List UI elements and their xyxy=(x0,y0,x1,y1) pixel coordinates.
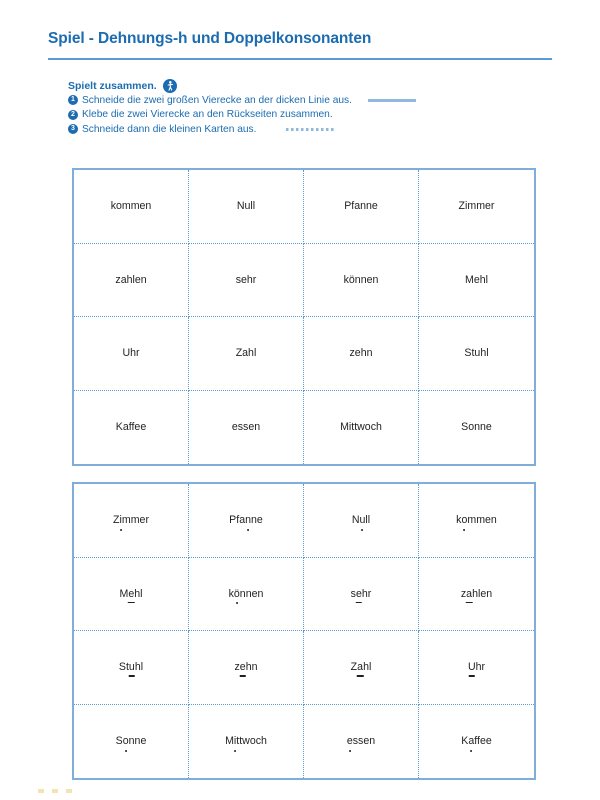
vowel-bar-marker: e xyxy=(355,587,362,600)
word-card-label: Zahl xyxy=(350,661,372,674)
word-card-label: sehr xyxy=(235,273,257,286)
word-card-label: Pfanne xyxy=(229,514,263,527)
vowel-bar-marker: a xyxy=(357,661,364,674)
vowel-bar-marker: a xyxy=(466,587,473,600)
dotted-line-sample xyxy=(286,128,334,131)
word-card-label: können xyxy=(343,273,379,286)
word-card-label: Zimmer xyxy=(113,514,149,527)
vowel-dot-marker: ö xyxy=(233,587,240,600)
back-side-card-grid xyxy=(72,482,536,780)
word-card[interactable] xyxy=(304,170,419,244)
word-card[interactable] xyxy=(189,391,304,465)
instructions-heading-label: Spielt zusammen. xyxy=(68,79,157,92)
step-number-badge: 2 xyxy=(68,110,78,120)
step-number-badge: 1 xyxy=(68,95,78,105)
instructions-block xyxy=(68,78,538,137)
word-card-label: essen xyxy=(346,735,376,748)
word-card[interactable] xyxy=(74,244,189,318)
word-card-label: Sonne xyxy=(115,735,147,748)
word-card[interactable] xyxy=(74,170,189,244)
word-card[interactable] xyxy=(189,558,304,632)
word-card[interactable] xyxy=(189,244,304,318)
word-card[interactable] xyxy=(419,391,534,465)
word-card[interactable] xyxy=(419,170,534,244)
instruction-step-3-text: Schneide dann die kleinen Karten aus. xyxy=(82,123,257,135)
word-card-label: kommen xyxy=(456,514,497,527)
word-card[interactable] xyxy=(74,391,189,465)
instruction-step-2-text: Klebe die zwei Vierecke an den Rückseiten zusammen. xyxy=(82,109,333,121)
vowel-dot-marker: i xyxy=(233,735,237,748)
word-card[interactable] xyxy=(74,631,189,705)
vowel-bar-marker: e xyxy=(128,587,135,600)
word-card-label: Pfanne xyxy=(344,200,378,213)
instruction-step-2 xyxy=(68,108,538,123)
vowel-bar-marker: U xyxy=(467,661,476,674)
word-card-label: essen xyxy=(231,421,261,434)
word-card[interactable] xyxy=(74,705,189,779)
instructions-heading xyxy=(68,78,538,93)
word-card[interactable] xyxy=(189,170,304,244)
word-card[interactable] xyxy=(304,244,419,318)
vowel-dot-marker: n xyxy=(245,514,252,527)
word-card[interactable] xyxy=(419,317,534,391)
word-card[interactable] xyxy=(419,631,534,705)
vowel-dot-marker: i xyxy=(119,514,122,527)
word-card-label: Zahl xyxy=(235,347,257,360)
word-card-label: sehr xyxy=(350,587,372,600)
solid-line-sample xyxy=(368,99,416,102)
vowel-dot-marker: a xyxy=(468,735,475,748)
word-card-label: Mehl xyxy=(465,273,488,286)
person-walking-icon xyxy=(163,79,177,93)
word-card[interactable] xyxy=(419,484,534,558)
word-card[interactable] xyxy=(74,317,189,391)
word-card[interactable] xyxy=(304,484,419,558)
word-card-label: können xyxy=(228,587,264,600)
vowel-bar-marker: e xyxy=(239,661,246,674)
word-card[interactable] xyxy=(189,317,304,391)
word-card[interactable] xyxy=(189,705,304,779)
word-card[interactable] xyxy=(74,558,189,632)
word-card[interactable] xyxy=(419,244,534,318)
word-card-label: Zimmer xyxy=(458,200,495,213)
word-card[interactable] xyxy=(189,484,304,558)
word-card[interactable] xyxy=(304,391,419,465)
word-card-label: zehn xyxy=(349,347,373,360)
word-card[interactable] xyxy=(419,705,534,779)
vowel-dot-marker: o xyxy=(461,514,468,527)
word-card-label: Mittwoch xyxy=(340,421,382,434)
word-card-label: zahlen xyxy=(115,273,147,286)
front-side-card-grid xyxy=(72,168,536,466)
word-card[interactable] xyxy=(419,558,534,632)
instruction-step-1-text: Schneide die zwei großen Vierecke an der dicken Linie aus. xyxy=(82,94,352,106)
vowel-dot-marker: u xyxy=(359,514,366,527)
word-card[interactable] xyxy=(74,484,189,558)
word-card-label: zehn xyxy=(234,661,258,674)
vowel-bar-marker: u xyxy=(128,661,135,674)
word-card[interactable] xyxy=(189,631,304,705)
word-card[interactable] xyxy=(304,317,419,391)
word-card[interactable] xyxy=(304,631,419,705)
word-card-label: Uhr xyxy=(467,661,486,674)
word-card-label: Stuhl xyxy=(118,661,144,674)
word-card-label: Null xyxy=(236,200,256,213)
word-card-label: Sonne xyxy=(461,421,492,434)
word-card[interactable] xyxy=(304,558,419,632)
word-card-label: Uhr xyxy=(122,347,140,360)
word-card-label: Stuhl xyxy=(464,347,489,360)
footer-watermark xyxy=(38,789,76,793)
word-card-label: Mittwoch xyxy=(225,735,267,748)
step-number-badge: 3 xyxy=(68,124,78,134)
word-card-label: Mehl xyxy=(119,587,143,600)
title-underline-rule xyxy=(48,58,552,60)
vowel-dot-marker: o xyxy=(122,735,129,748)
word-card-label: Null xyxy=(351,514,371,527)
page-title: Spiel - Dehnungs-h und Doppelkonsonanten xyxy=(48,30,372,47)
word-card-label: kommen xyxy=(110,200,152,213)
word-card-label: Kaffee xyxy=(115,421,147,434)
vowel-dot-marker: e xyxy=(346,735,353,748)
instruction-step-3 xyxy=(68,122,538,137)
word-card-label: Kaffee xyxy=(461,735,492,748)
word-card-label: zahlen xyxy=(460,587,493,600)
instruction-step-1 xyxy=(68,93,538,108)
word-card[interactable] xyxy=(304,705,419,779)
